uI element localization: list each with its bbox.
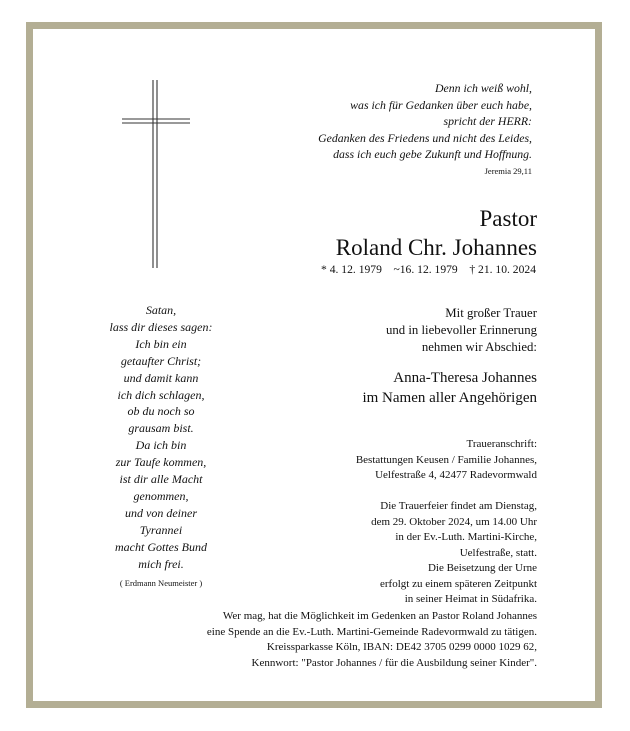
- poem-line: macht Gottes Bund: [115, 539, 207, 554]
- mourning-line: nehmen wir Abschied:: [421, 340, 537, 354]
- mourning-line: und in liebevoller Erinnerung: [385, 323, 537, 337]
- service-line: erfolgt zu einem späteren Zeitpunkt: [380, 577, 537, 590]
- donation-line: Wer mag, hat die Möglichkeit im Gedenken an Pastor Roland Johannes: [222, 610, 537, 622]
- funeral-service-info: [371, 499, 537, 608]
- family-line: Anna-Theresa Johannes: [393, 370, 537, 386]
- service-line: in seiner Heimat in Südafrika.: [404, 593, 537, 605]
- poem-line: ich dich schlagen,: [117, 387, 205, 402]
- address-line: Bestattungen Keusen / Familie Johannes,: [355, 453, 537, 466]
- verse-line: was ich für Gedanken über euch habe,: [350, 97, 532, 112]
- poem-line: Tyrannei: [139, 522, 183, 537]
- poem-line: ist dir alle Macht: [119, 472, 203, 487]
- poem-line: zur Taufe kommen,: [115, 455, 207, 470]
- donation-info: [207, 609, 537, 672]
- mourning-text: [386, 305, 537, 356]
- verse-reference: Jeremia 29,11: [484, 165, 532, 176]
- bible-verse: [232, 80, 532, 178]
- donation-line: Kreissparkasse Köln, IBAN: DE42 3705 0299 0000 1029 62,: [266, 641, 537, 654]
- poem-line: getaufter Christ;: [120, 353, 202, 368]
- donation-line: eine Spende an die Ev.-Luth. Martini-Gemeinde Radevormwald zu tätigen.: [206, 625, 537, 638]
- deceased-title: Pastor: [479, 206, 537, 231]
- poem: [76, 302, 246, 590]
- family-line: im Namen aller Angehörigen: [362, 390, 537, 406]
- poem-line: genommen,: [133, 488, 189, 503]
- address-line: Traueranschrift:: [466, 438, 537, 450]
- family-names: [362, 368, 537, 408]
- poem-author: ( Erdmann Neumeister ): [119, 577, 203, 588]
- service-line: in der Ev.-Luth. Martini-Kirche,: [395, 531, 537, 543]
- poem-line: Satan,: [145, 303, 177, 317]
- service-line: Die Trauerfeier findet am Dienstag,: [380, 500, 537, 512]
- verse-line: Gedanken des Friedens und nicht des Leides,: [318, 130, 532, 145]
- mourning-line: Mit großer Trauer: [445, 306, 537, 320]
- verse-line: Denn ich weiß wohl,: [435, 81, 532, 95]
- poem-line: Ich bin ein: [135, 336, 187, 351]
- poem-line: und von deiner: [125, 505, 197, 520]
- verse-line: spricht der HERR:: [443, 114, 532, 128]
- death-date: † 21. 10. 2024: [469, 263, 536, 276]
- poem-line: grausam bist.: [128, 421, 194, 436]
- cross-icon: [118, 80, 198, 270]
- deceased-name: Roland Chr. Johannes: [335, 235, 537, 260]
- birth-date: * 4. 12. 1979: [321, 263, 382, 276]
- donation-line: Kennwort: "Pastor Johannes / für die Ausbildung seiner Kinder".: [251, 657, 537, 670]
- service-line: dem 29. Oktober 2024, um 14.00 Uhr: [371, 515, 537, 528]
- service-line: Die Beisetzung der Urne: [427, 562, 537, 574]
- life-dates: [321, 263, 536, 276]
- service-line: Uelfestraße, statt.: [459, 546, 537, 559]
- poem-line: mich frei.: [138, 556, 184, 571]
- poem-line: lass dir dieses sagen:: [109, 319, 213, 334]
- address-line: Uelfestraße 4, 42477 Radevormwald: [375, 469, 537, 481]
- poem-line: ob du noch so: [127, 404, 195, 419]
- poem-line: und damit kann: [123, 370, 199, 385]
- mourning-address: [356, 437, 537, 484]
- baptism-date: ~16. 12. 1979: [393, 263, 458, 276]
- poem-line: Da ich bin: [135, 438, 187, 453]
- verse-line: dass ich euch gebe Zukunft und Hoffnung.: [333, 147, 532, 161]
- deceased-heading: [336, 204, 537, 262]
